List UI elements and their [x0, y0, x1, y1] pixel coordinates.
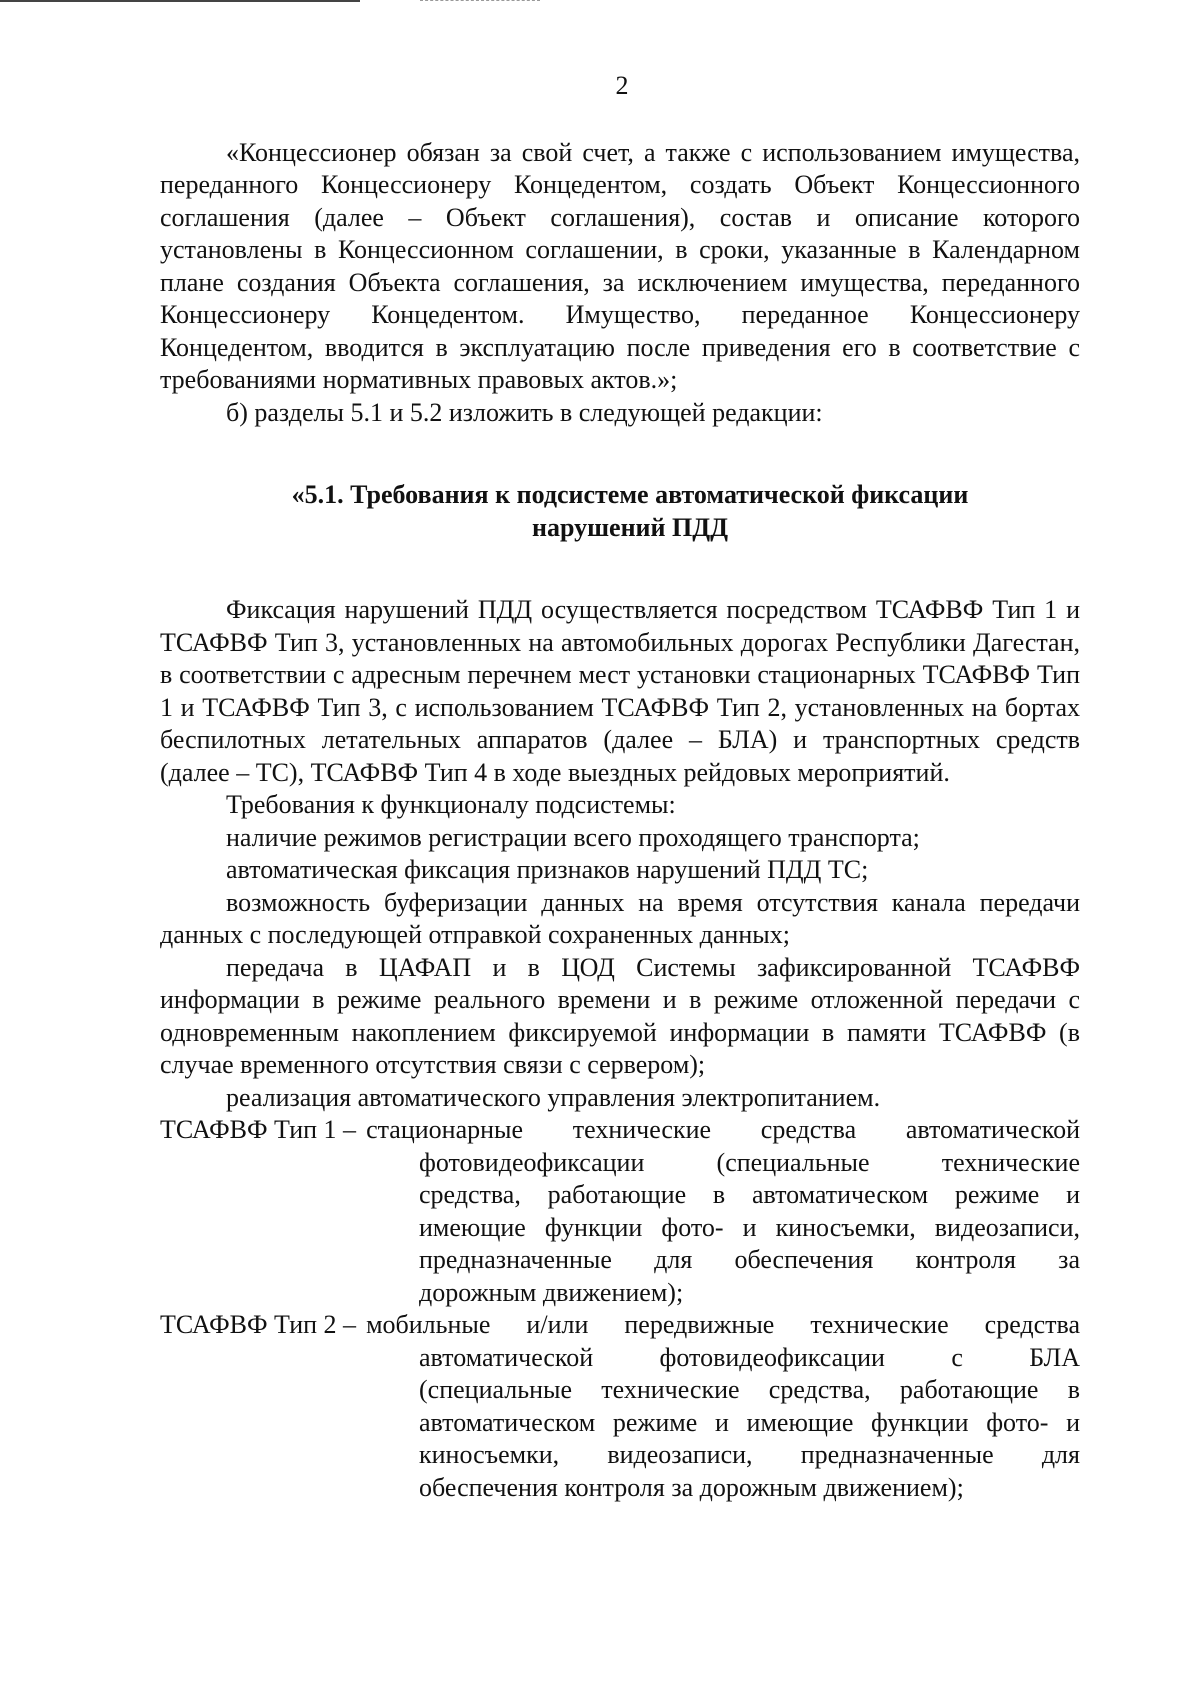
definition-line: обеспечения контроля за дорожным движением);	[419, 1472, 964, 1502]
definition-term: ТСАФВФ Тип 1 –	[160, 1115, 357, 1144]
section-heading	[180, 479, 1080, 544]
scan-edge-line	[0, 0, 360, 2]
requirement-item: наличие режимов регистрации всего проходящего транспорта;	[226, 822, 920, 852]
definition-line: (специальные технические средства, работающие в	[419, 1375, 1080, 1404]
requirement-item: возможность буферизации данных на время отсутствия канала передачи данных с последующей отправкой сохраненных данных;	[160, 887, 1080, 949]
definition-term: ТСАФВФ Тип 2 –	[160, 1310, 357, 1339]
page-number: 2	[615, 71, 629, 100]
definition-line: киносъемки, видеозаписи, предназначенные для	[419, 1440, 1080, 1469]
definition-line: имеющие функции фото- и киносъемки, видеозаписи,	[419, 1212, 1080, 1242]
requirement-item: реализация автоматического управления электропитанием.	[226, 1082, 881, 1112]
intro-paragraph: «Концессионер обязан за свой счет, а также с использованием имущества, переданного Концессионеру Концедентом, создать Объект Концессионного соглашения (далее – Объект соглашения), состав и описание которого установлены в Концессионном соглашении, в сроки, указанные в Календарном плане создания Объекта соглашения, за исключением имущества, переданного Концессионеру Концедентом. Имущество, переданное Концессионеру Концедентом, вводится в эксплуатацию после приведения его в соответствие с требованиями нормативных правовых актов.»;	[160, 137, 1080, 394]
requirement-item: автоматическая фиксация признаков нарушений ПДД ТС;	[226, 855, 869, 884]
fixation-paragraph: Фиксация нарушений ПДД осуществляется посредством ТСАФВФ Тип 1 и ТСАФВФ Тип 3, установленных на автомобильных дорогах Республики Дагестан, в соответствии с адресным перечнем мест установки стационарных ТСАФВФ Тип 1 и ТСАФВФ Тип 3, с использованием ТСАФВФ Тип 2, установленных на бортах беспилотных летательных аппаратов (далее – БЛА) и транспортных средств (далее – ТС), ТСАФВФ Тип 4 в ходе выездных рейдовых мероприятий.	[160, 595, 1080, 787]
scan-edge-dots	[420, 0, 540, 2]
definition-type-2	[160, 1309, 1080, 1504]
definition-line: фотовидеофиксации (специальные технические	[419, 1147, 1080, 1177]
requirement-item: передача в ЦАФАП и в ЦОД Системы зафиксированной ТСАФВФ информации в режиме реального времени и в режиме отложенной передачи с одновременным накоплением фиксируемой информации в памяти ТСАФВФ (в случае временного отсутствия связи с сервером);	[160, 952, 1080, 1079]
definition-line: автоматическом режиме и имеющие функции фото- и	[419, 1407, 1080, 1437]
definition-line: предназначенные для обеспечения контроля за	[419, 1245, 1080, 1274]
section-heading-line-1: «5.1. Требования к подсистеме автоматической фиксации	[291, 480, 969, 509]
definition-line: автоматической фотовидеофиксации с БЛА	[419, 1342, 1080, 1372]
definition-line: дорожным движением);	[419, 1277, 684, 1307]
definition-type-1	[160, 1114, 1080, 1309]
definition-first-line: стационарные технические средства автоматической	[366, 1115, 1080, 1144]
section-heading-line-2: нарушений ПДД	[531, 512, 729, 542]
item-b-paragraph: б) разделы 5.1 и 5.2 изложить в следующей редакции:	[226, 397, 823, 427]
definition-line: средства, работающие в автоматическом режиме и	[419, 1180, 1080, 1209]
definition-first-line: мобильные и/или передвижные технические средства	[366, 1310, 1080, 1339]
document-page	[160, 70, 1080, 1504]
requirements-title: Требования к функционалу подсистемы:	[226, 790, 676, 819]
